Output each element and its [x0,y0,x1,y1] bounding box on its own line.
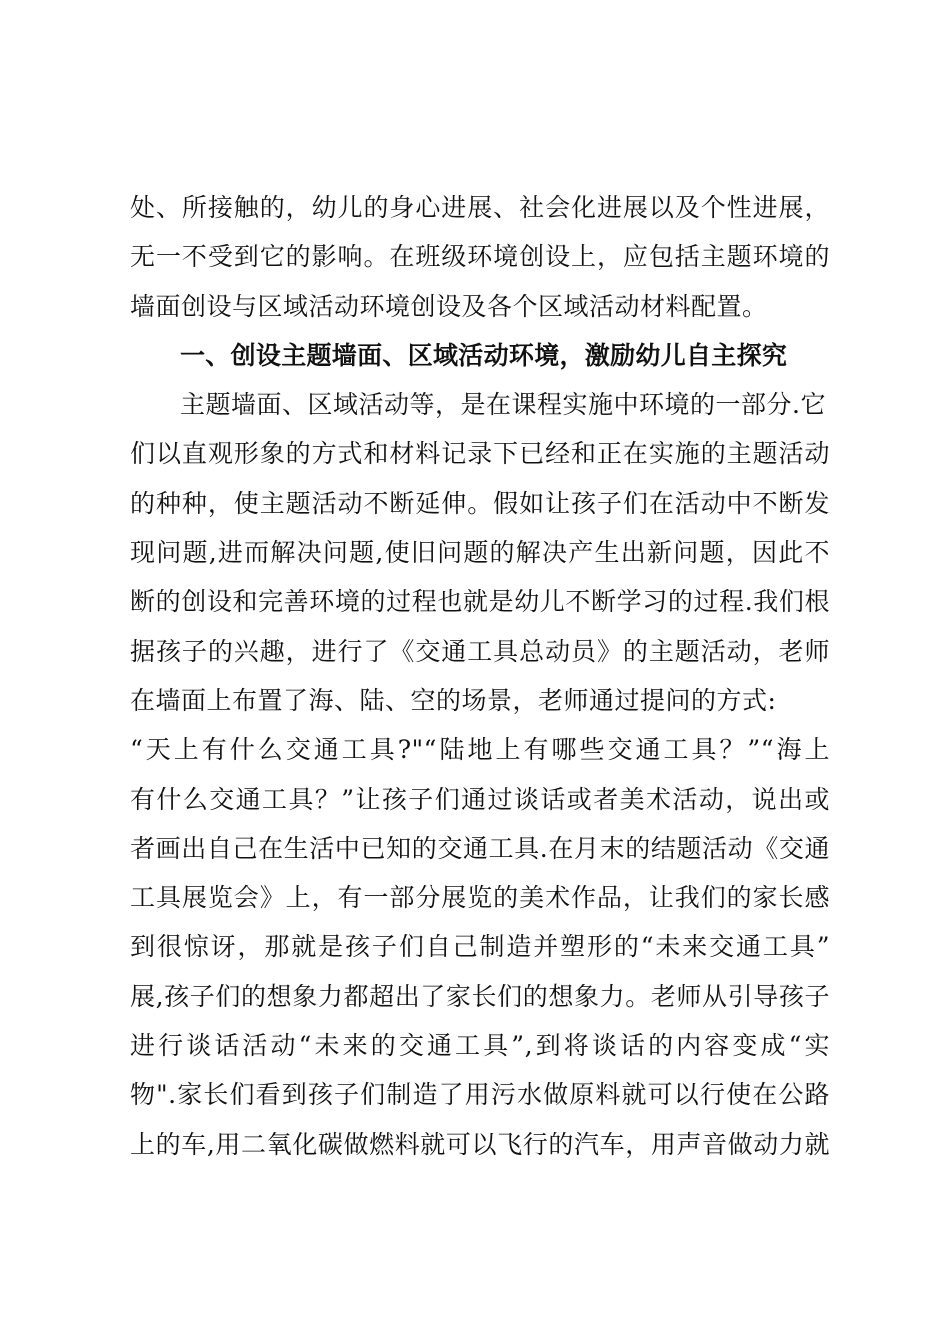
paragraph-line: 有什么交通工具？”让孩子们通过谈话或者美术活动，说出或 [130,784,830,814]
paragraph-line: 的种种，使主题活动不断延伸。假如让孩子们在活动中不断发 [130,488,830,518]
paragraph-line: 到很惊讶，那就是孩子们自己制造并塑形的“未来交通工具” [130,932,830,962]
paragraph-line: 墙面创设与区域活动环境创设及各个区域活动材料配置。 [130,291,768,321]
section-heading: 一、创设主题墙面、区域活动环境，激励幼儿自主探究 [180,340,788,370]
paragraph-line: 展,孩子们的想象力都超出了家长们的想象力。老师从引导孩子 [130,981,830,1011]
paragraph-line: “天上有什么交通工具?"“陆地上有哪些交通工具？”“海上 [130,735,830,765]
paragraph-line: 物".家长们看到孩子们制造了用污水做原料就可以行使在公路 [130,1080,830,1110]
paragraph-line: 据孩子的兴趣，进行了《交通工具总动员》的主题活动，老师 [130,636,830,666]
paragraph-line: 们以直观形象的方式和材料记录下已经和正在实施的主题活动 [130,439,830,469]
paragraph-line: 无一不受到它的影响。在班级环境创设上，应包括主题环境的 [130,242,830,272]
paragraph-line: 主题墙面、区域活动等，是在课程实施中环境的一部分.它 [180,390,826,420]
document-body [130,183,830,1169]
paragraph-line: 处、所接触的，幼儿的身心进展、社会化进展以及个性进展， [130,193,830,222]
paragraph-line: 工具展览会》上，有一部分展览的美术作品，让我们的家长感 [130,883,830,913]
paragraph-line: 进行谈话活动“未来的交通工具”,到将谈话的内容变成“实 [130,1031,830,1061]
paragraph-line: 在墙面上布置了海、陆、空的场景，老师通过提问的方式: [130,685,777,715]
paragraph-line: 者画出自己在生活中已知的交通工具.在月末的结题活动《交通 [130,833,830,863]
paragraph-line: 现问题,进而解决问题,使旧问题的解决产生出新问题，因此不 [130,538,830,568]
paragraph-line: 断的创设和完善环境的过程也就是幼儿不断学习的过程.我们根 [130,587,830,617]
paragraph-line: 上的车,用二氧化碳做燃料就可以飞行的汽车，用声音做动力就 [130,1129,830,1159]
